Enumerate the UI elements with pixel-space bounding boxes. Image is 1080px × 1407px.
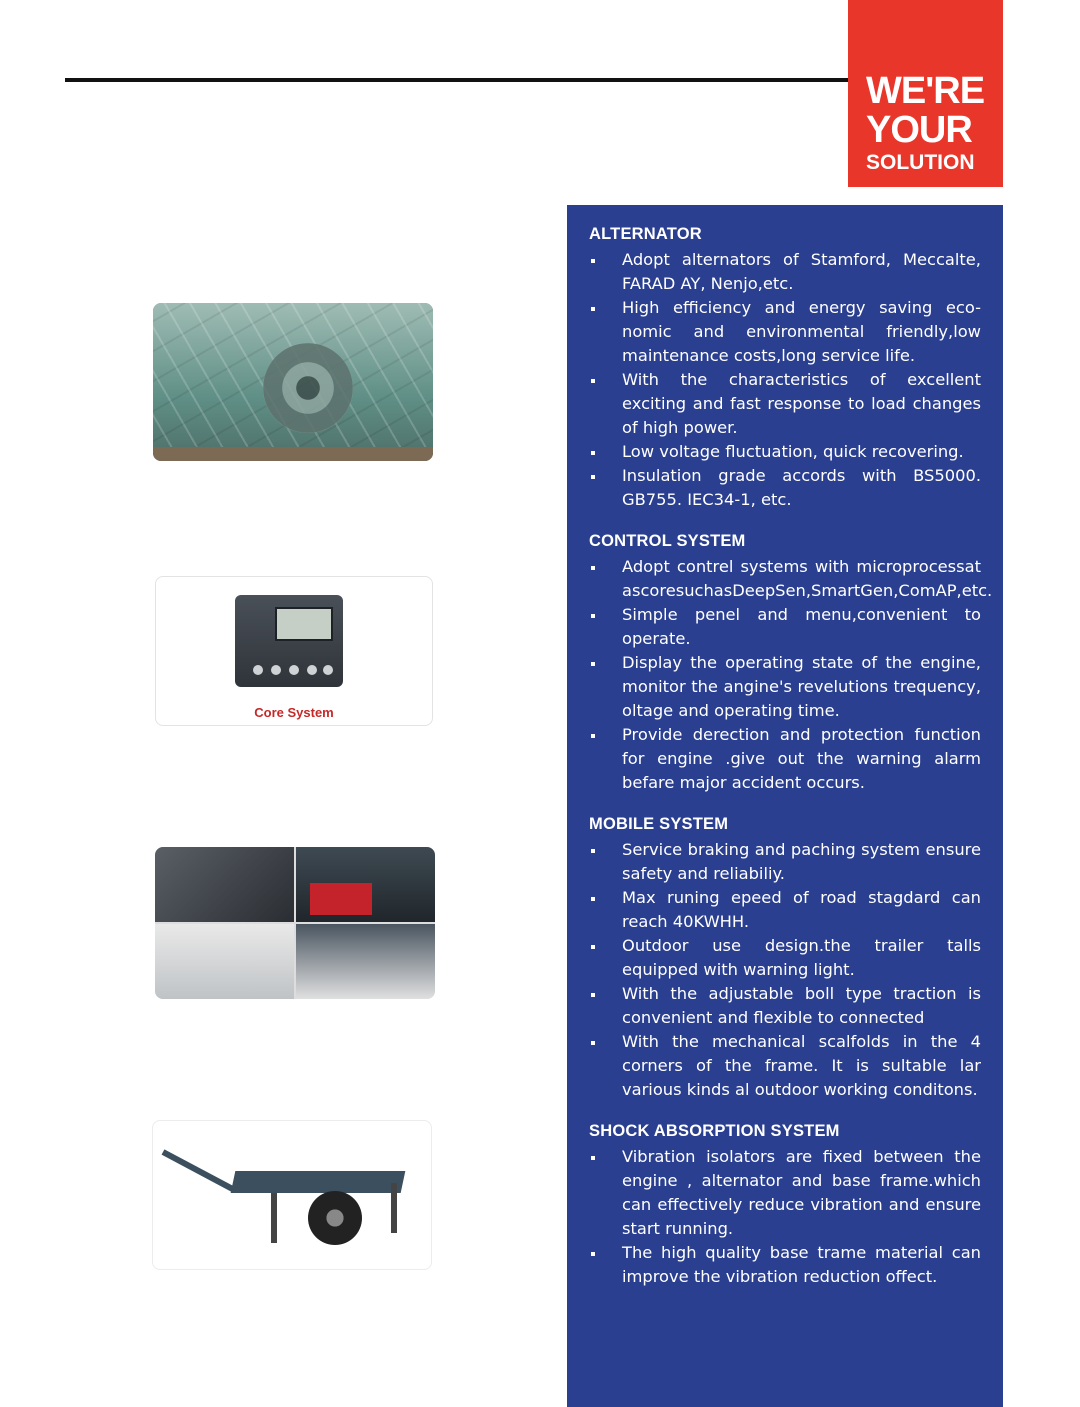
- slogan-line-1: WE'RE: [866, 70, 985, 112]
- section-title: CONTROL SYSTEM: [589, 532, 746, 550]
- list-item: Low voltage fluctuation, quick recovering.: [589, 440, 981, 464]
- core-system-caption: Core System: [254, 705, 334, 720]
- list-item: Outdoor use design.the trailer talls equipped with warning light.: [589, 934, 981, 982]
- list-item: Service braking and paching system ensure safety and reliabiliy.: [589, 838, 981, 886]
- slogan-line-2: YOUR: [866, 109, 972, 151]
- list-item: Vibration isolators are fixed between the engine , alternator and base frame.which can effectively reduce vibration and ensure start running.: [589, 1145, 981, 1241]
- slogan-badge: [848, 0, 1003, 187]
- section-title: MOBILE SYSTEM: [589, 815, 729, 833]
- list-item: Adopt contrel systems with microprocessat ascoresuchasDeepSen,SmartGen,ComAP,etc.: [589, 555, 981, 603]
- list-item: With the characteristics of excellent exciting and fast response to load changes of high power.: [589, 368, 981, 440]
- slogan-line-3: SOLUTION: [866, 151, 975, 174]
- trailer-photo: [152, 1120, 432, 1270]
- list-item: Display the operating state of the engine, monitor the angine's revelutions trequency, oltage and operating time.: [589, 651, 981, 723]
- top-divider: [65, 78, 855, 82]
- features-panel: [567, 205, 1003, 1407]
- mobile-system-photo: [155, 847, 435, 999]
- list-item: Insulation grade accords with BS5000. GB755. IEC34-1, etc.: [589, 464, 981, 512]
- list-item: Max runing epeed of road stagdard can reach 40KWHH.: [589, 886, 981, 934]
- controller-device: [235, 595, 343, 687]
- list-item: The high quality base trame material can improve the vibration reduction offect.: [589, 1241, 981, 1289]
- section-shock-absorption: [589, 1122, 981, 1289]
- section-title: SHOCK ABSORPTION SYSTEM: [589, 1122, 840, 1140]
- list-item: Adopt alternators of Stamford, Meccalte, FARAD AY, Nenjo,etc.: [589, 248, 981, 296]
- list-item: Simple penel and menu,convenient to operate.: [589, 603, 981, 651]
- section-alternator: [589, 225, 981, 512]
- section-title: ALTERNATOR: [589, 225, 702, 243]
- section-control-system: [589, 532, 993, 795]
- core-system-photo: [155, 576, 433, 726]
- list-item: High efficiency and energy saving eco-nomic and environmental friendly,low maintenance costs,long service life.: [589, 296, 981, 368]
- list-item: With the adjustable boll type traction is convenient and flexible to connected: [589, 982, 981, 1030]
- alternator-photo: [153, 303, 433, 461]
- list-item: With the mechanical scalfolds in the 4 corners of the frame. It is sultable lar various kinds al outdoor working conditons.: [589, 1030, 981, 1102]
- section-mobile-system: [589, 815, 981, 1102]
- list-item: Provide derection and protection function for engine .give out the warning alarm befare major accident occurs.: [589, 723, 981, 795]
